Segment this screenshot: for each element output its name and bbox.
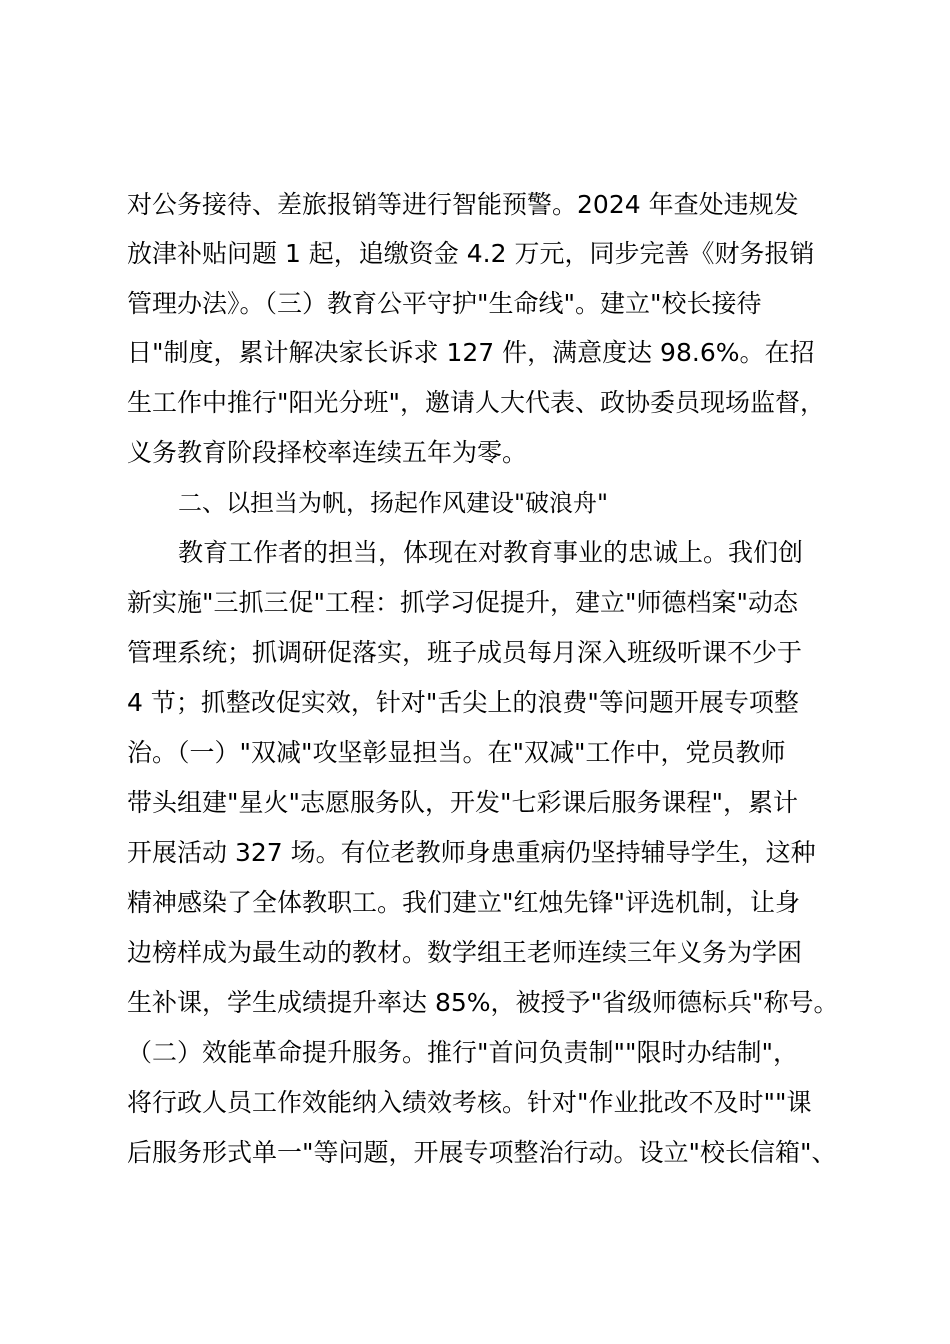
paragraph-line: 生补课，学生成绩提升率达 85%，被授予"省级师德标兵"称号。: [127, 988, 839, 1017]
paragraph-line: （二）效能革命提升服务。推行"首问负责制""限时办结制"，: [127, 1038, 798, 1067]
section-heading: 二、以担当为帆，扬起作风建设"破浪舟": [178, 489, 609, 517]
paragraph-line: 4 节；抓整改促实效，针对"舌尖上的浪费"等问题开展专项整: [127, 688, 799, 717]
paragraph-line: 后服务形式单一"等问题，开展专项整治行动。设立"校长信箱"、: [127, 1138, 837, 1167]
paragraph-line: 日"制度，累计解决家长诉求 127 件，满意度达 98.6%。在招: [127, 338, 815, 367]
paragraph-line: 义务教育阶段择校率连续五年为零。: [127, 438, 528, 467]
paragraph-line: 边榜样成为最生动的教材。数学组王老师连续三年义务为学困: [127, 938, 803, 967]
paragraph-line: 放津补贴问题 1 起，追缴资金 4.2 万元，同步完善《财务报销: [127, 239, 815, 268]
paragraph-line: 精神感染了全体教职工。我们建立"红烛先锋"评选机制，让身: [127, 888, 801, 917]
paragraph-line: 带头组建"星火"志愿服务队，开发"七彩课后服务课程"，累计: [127, 788, 798, 817]
paragraph-line: 生工作中推行"阳光分班"，邀请人大代表、政协委员现场监督，: [127, 388, 826, 417]
paragraph-line: 管理系统；抓调研促落实，班子成员每月深入班级听课不少于: [127, 638, 803, 667]
paragraph-line: 管理办法》。（三）教育公平守护"生命线"。建立"校长接待: [127, 289, 762, 318]
paragraph-line: 对公务接待、差旅报销等进行智能预警。2024 年查处违规发: [127, 190, 799, 219]
paragraph-line: 新实施"三抓三促"工程：抓学习促提升，建立"师德档案"动态: [127, 588, 798, 617]
paragraph-line: 开展活动 327 场。有位老教师身患重病仍坚持辅导学生，这种: [127, 838, 816, 867]
paragraph-line: 治。（一）"双减"攻坚彰显担当。在"双减"工作中，党员教师: [127, 738, 786, 767]
paragraph-line: 教育工作者的担当，体现在对教育事业的忠诚上。我们创: [178, 538, 804, 567]
paragraph-line: 将行政人员工作效能纳入绩效考核。针对"作业批改不及时""课: [127, 1088, 812, 1117]
